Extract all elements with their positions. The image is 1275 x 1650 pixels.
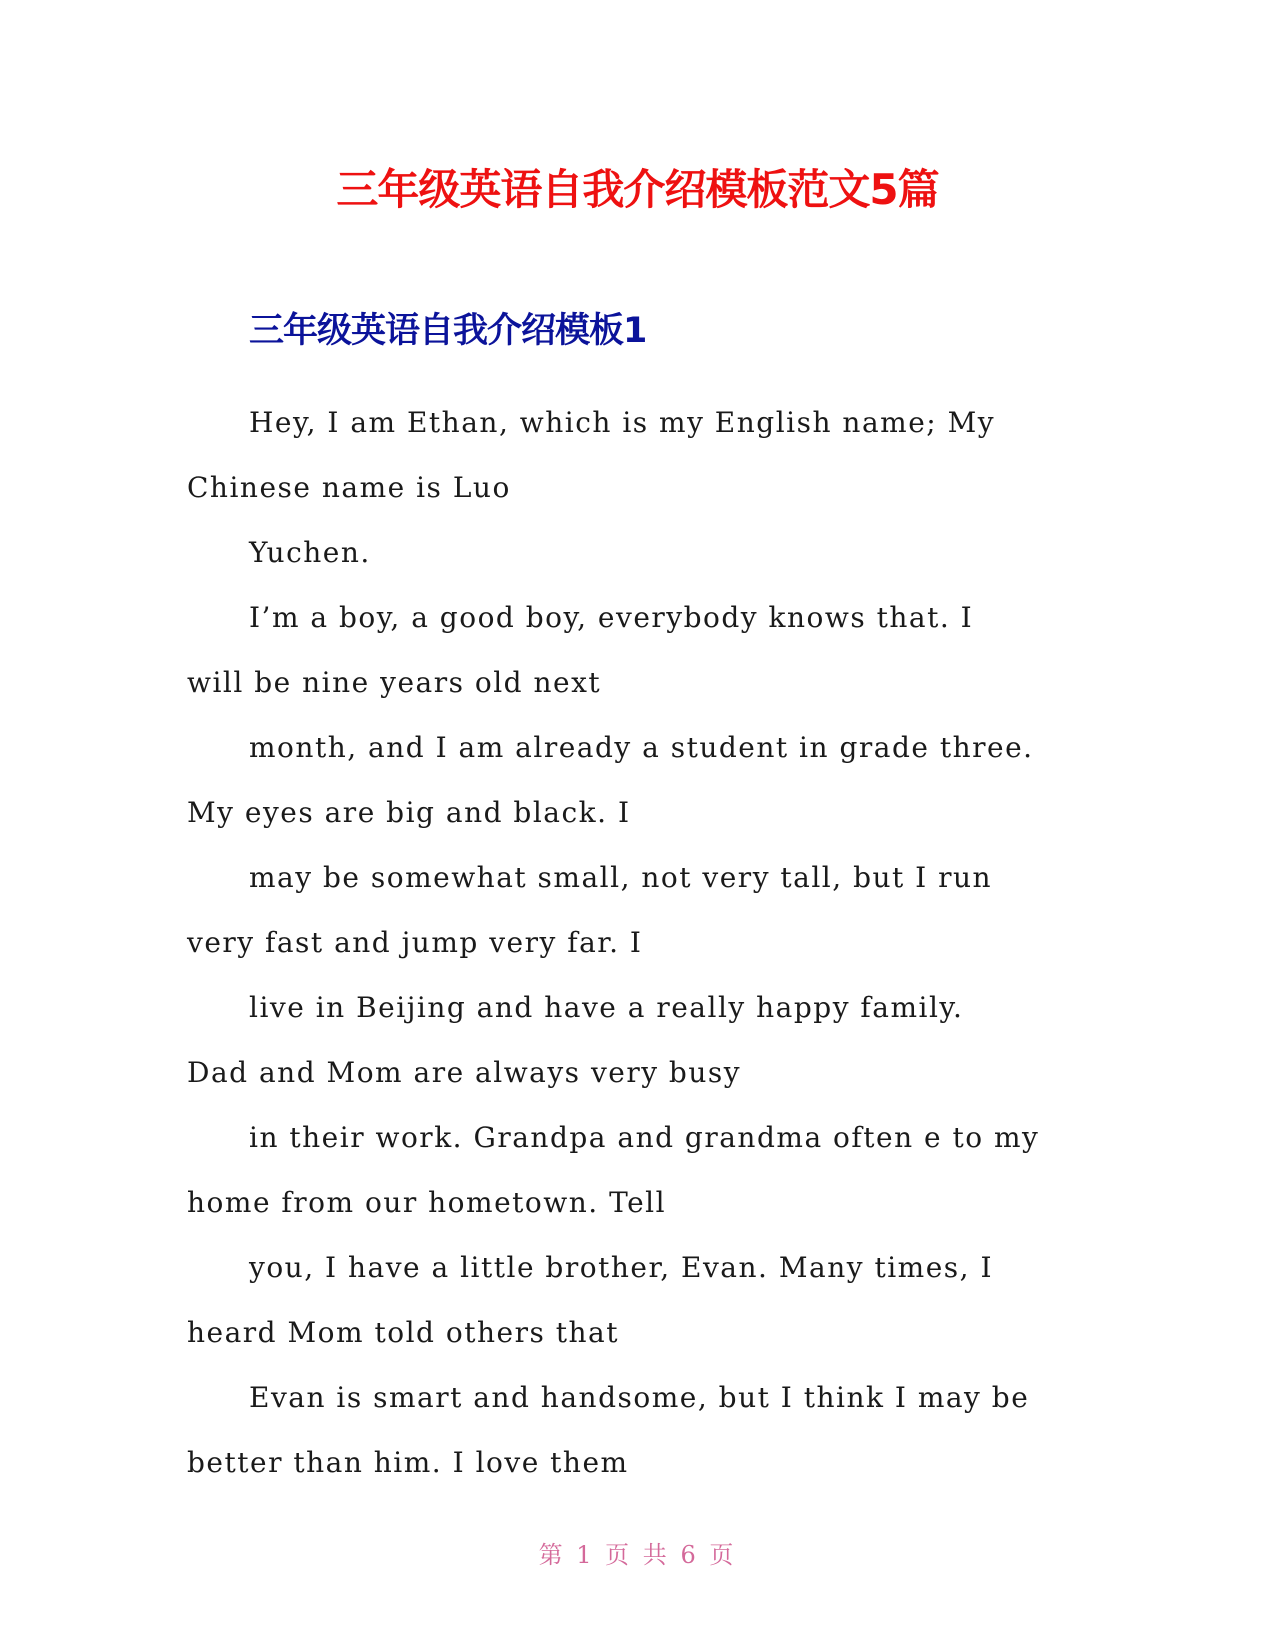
body-line: will be nine years old next — [187, 666, 602, 699]
body-line: Evan is smart and handsome, but I think I may be — [249, 1381, 1030, 1414]
body-line: Yuchen. — [249, 536, 371, 569]
section-heading: 三年级英语自我介绍模板1 — [249, 311, 647, 351]
body-line: I’m a boy, a good boy, everybody knows that. I — [249, 601, 974, 634]
body-line: better than him. I love them — [187, 1446, 629, 1479]
body-line: you, I have a little brother, Evan. Many times, I — [249, 1251, 994, 1284]
body-line: heard Mom told others that — [187, 1316, 619, 1349]
body-line: very fast and jump very far. I — [187, 926, 643, 959]
body-line: Hey, I am Ethan, which is my English name; My — [249, 406, 996, 439]
body-line: My eyes are big and black. I — [187, 796, 631, 829]
body-line: month, and I am already a student in grade three. — [249, 731, 1034, 764]
body-line: home from our hometown. Tell — [187, 1186, 667, 1219]
body-text — [187, 390, 1067, 1495]
body-line: may be somewhat small, not very tall, but I run — [249, 861, 993, 894]
document-title: 三年级英语自我介绍模板范文5篇 — [336, 165, 939, 214]
body-line: Dad and Mom are always very busy — [187, 1056, 742, 1089]
body-line: live in Beijing and have a really happy family. — [249, 991, 964, 1024]
body-line: Chinese name is Luo — [187, 471, 511, 504]
body-line: in their work. Grandpa and grandma often e to my — [249, 1121, 1040, 1154]
page-number-footer: 第 1 页 共 6 页 — [538, 1541, 737, 1569]
